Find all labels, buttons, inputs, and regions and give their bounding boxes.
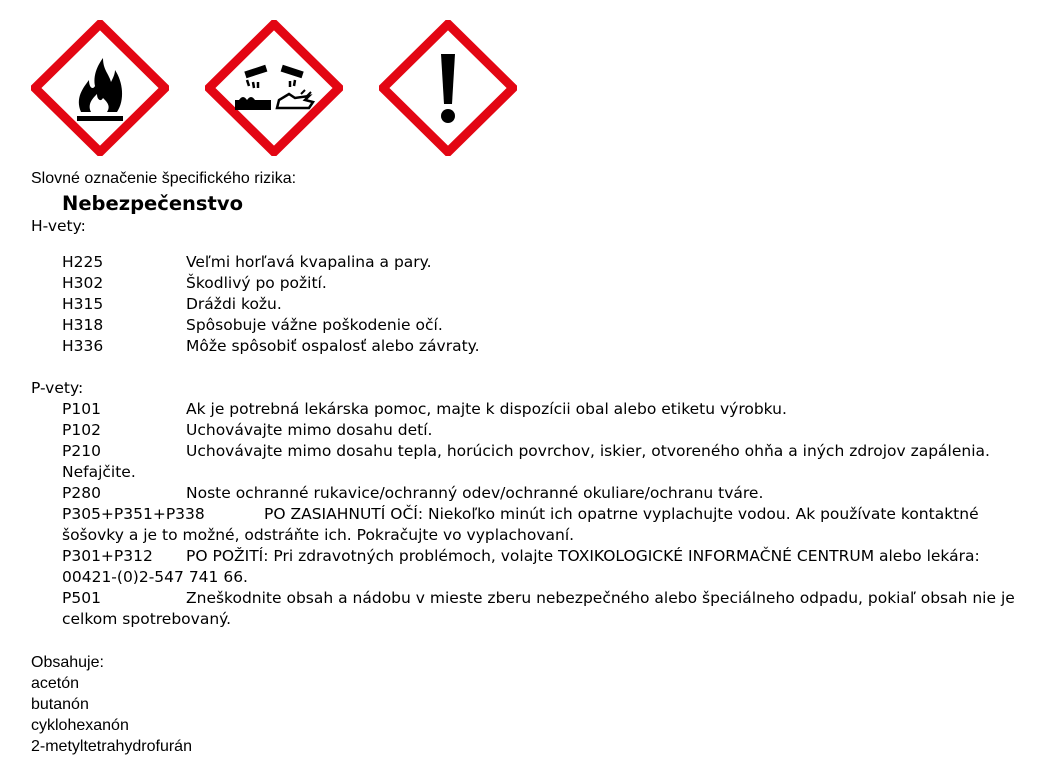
- ingredient-item: cyklohexanón: [31, 717, 129, 734]
- h-statement-row: [62, 315, 1018, 336]
- h-statement-row: [62, 294, 1018, 315]
- p-statement-row: [62, 441, 1018, 462]
- ghs-flammable-pictogram: [31, 20, 169, 156]
- contains-title: Obsahuje:: [31, 654, 104, 671]
- ingredient-item: butanón: [31, 696, 89, 713]
- p-code: P301+P312: [62, 547, 153, 565]
- p-text: PO ZASIAHNUTÍ OČÍ: Niekoľko minút ich opatrne vyplachujte vodou. Ak používate kontaktné: [264, 505, 979, 523]
- p-statement-row: [62, 546, 1018, 567]
- p-statement-row: [62, 504, 1018, 525]
- p-text: Zneškodnite obsah a nádobu v mieste zberu nebezpečného alebo špeciálneho odpadu, pokiaľ obsah nie je: [186, 589, 1015, 607]
- ghs-exclamation-pictogram: [379, 20, 517, 156]
- h-code: H336: [62, 337, 104, 355]
- signal-word-label: Slovné označenie špecifického rizika:: [31, 170, 297, 187]
- p-text: PO POŽITÍ: Pri zdravotných problémoch, volajte TOXIKOLOGICKÉ INFORMAČNÉ CENTRUM alebo lekára:: [186, 547, 980, 565]
- p-code: P501: [62, 589, 101, 607]
- p-code: P102: [62, 421, 101, 439]
- p-statement-continuation: celkom spotrebovaný.: [62, 610, 232, 628]
- p-statement-row: [62, 420, 1018, 441]
- h-code: H318: [62, 316, 104, 334]
- p-statements-title: P-vety:: [31, 379, 84, 397]
- p-statement-continuation: Nefajčite.: [62, 463, 136, 481]
- h-code: H225: [62, 253, 104, 271]
- p-code: P210: [62, 442, 101, 460]
- corrosion-icon: [205, 20, 343, 156]
- h-statement-row: [62, 273, 1018, 294]
- p-code: P280: [62, 484, 101, 502]
- flame-icon: [31, 20, 169, 156]
- p-text: Uchovávajte mimo dosahu tepla, horúcich povrchov, iskier, otvoreného ohňa a iných zdrojov zapálenia.: [186, 442, 990, 460]
- h-text: Spôsobuje vážne poškodenie očí.: [186, 316, 443, 334]
- h-text: Môže spôsobiť ospalosť alebo závraty.: [186, 337, 480, 355]
- signal-word: Nebezpečenstvo: [62, 192, 243, 215]
- p-statement-row: [62, 399, 1018, 420]
- ghs-corrosive-pictogram: [205, 20, 343, 156]
- h-statement-row: [62, 336, 1018, 357]
- p-statement-continuation: 00421-(0)2-547 741 66.: [62, 568, 248, 586]
- p-text: Ak je potrebná lekárska pomoc, majte k dispozícii obal alebo etiketu výrobku.: [186, 400, 787, 418]
- h-statement-row: [62, 252, 1018, 273]
- h-text: Veľmi horľavá kvapalina a pary.: [186, 253, 432, 271]
- h-code: H302: [62, 274, 104, 292]
- p-text: Uchovávajte mimo dosahu detí.: [186, 421, 433, 439]
- exclamation-icon: [379, 20, 517, 156]
- h-statements-title: H-vety:: [31, 217, 86, 235]
- p-code: P101: [62, 400, 101, 418]
- h-text: Škodlivý po požití.: [186, 274, 327, 292]
- p-text: Noste ochranné rukavice/ochranný odev/ochranné okuliare/ochranu tváre.: [186, 484, 764, 502]
- h-text: Dráždi kožu.: [186, 295, 282, 313]
- p-statement-row: [62, 483, 1018, 504]
- p-code: P305+P351+P338: [62, 505, 205, 523]
- ingredient-item: 2-metyltetrahydrofurán: [31, 738, 192, 755]
- ingredient-item: acetón: [31, 675, 80, 692]
- p-statement-continuation: šošovky a je to možné, odstráňte ich. Pokračujte vo vyplachovaní.: [62, 526, 575, 544]
- h-code: H315: [62, 295, 104, 313]
- p-statement-row: [62, 588, 1018, 609]
